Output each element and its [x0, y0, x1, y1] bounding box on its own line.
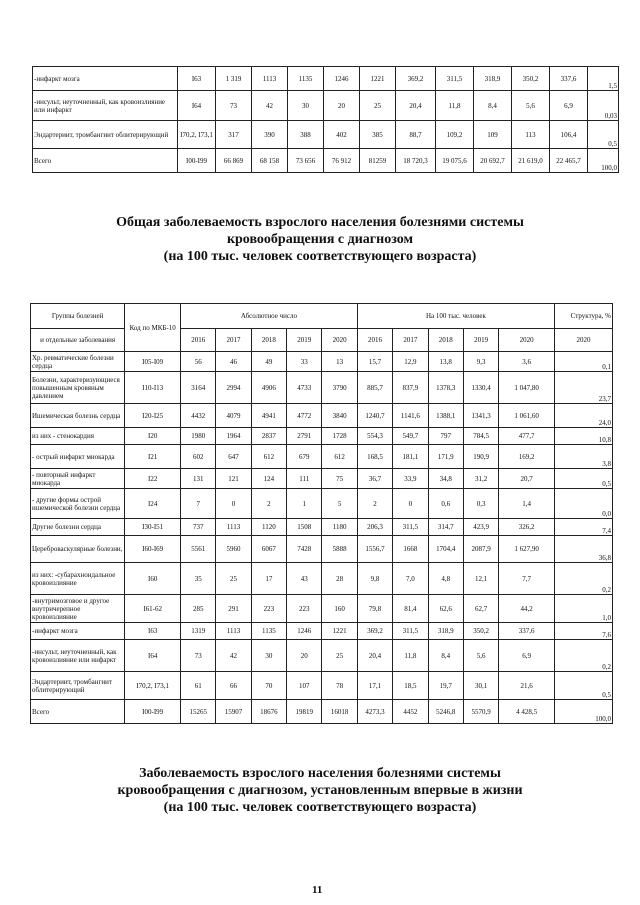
- row-code: I60: [125, 563, 181, 595]
- abs-value: 1221: [322, 623, 357, 640]
- rate-value: 350,2: [463, 623, 498, 640]
- table-row: [33, 67, 619, 91]
- abs-value: 30: [288, 91, 324, 121]
- rate-value: 1388,1: [428, 404, 463, 428]
- structure-value: 0,5: [555, 469, 613, 489]
- header-year: 2017: [216, 329, 251, 352]
- abs-value: 612: [322, 445, 357, 469]
- abs-value: 402: [324, 121, 360, 149]
- row-code: I10-I13: [125, 372, 181, 404]
- abs-value: 2: [251, 489, 286, 519]
- title-line: кровообращения с диагнозом, установленным впервые в жизни: [117, 783, 523, 798]
- abs-value: 602: [181, 445, 216, 469]
- rate-value: 22 465,7: [550, 149, 588, 173]
- row-label: - повторный инфаркт миокарда: [31, 469, 125, 489]
- abs-value: 285: [181, 595, 216, 623]
- table-row: [33, 91, 619, 121]
- rate-value: 181,1: [393, 445, 428, 469]
- rate-value: 369,2: [357, 623, 392, 640]
- abs-value: 6067: [251, 536, 286, 563]
- rate-value: 12,9: [393, 352, 428, 372]
- abs-value: 42: [252, 91, 288, 121]
- rate-value: 311,5: [393, 519, 428, 536]
- rate-value: 797: [428, 428, 463, 445]
- abs-value: 1221: [360, 67, 396, 91]
- abs-value: 35: [181, 563, 216, 595]
- abs-value: 1135: [288, 67, 324, 91]
- row-code: I63: [178, 67, 216, 91]
- rate-value: 4,8: [428, 563, 463, 595]
- structure-value: 3,8: [555, 445, 613, 469]
- rate-value: 169,2: [499, 445, 555, 469]
- abs-value: 1246: [287, 623, 322, 640]
- row-code: I70,2, I73,1: [125, 672, 181, 700]
- row-code: I70,2, I73,1: [178, 121, 216, 149]
- abs-value: 5: [322, 489, 357, 519]
- abs-value: 30: [251, 640, 286, 672]
- title-line: Заболеваемость взрослого населения болезнями системы: [139, 766, 501, 781]
- row-label: Болезни, характеризующиеся повышенным кровяным давлением: [31, 372, 125, 404]
- abs-value: 4906: [251, 372, 286, 404]
- section-title-general: [0, 214, 640, 265]
- title-line: Общая заболеваемость взрослого населения болезнями системы: [116, 215, 524, 230]
- rate-value: 190,9: [463, 445, 498, 469]
- abs-value: 13: [322, 352, 357, 372]
- header-group-sub: и отдельные заболевания: [31, 329, 125, 352]
- table-row: [31, 519, 613, 536]
- abs-value: 76 912: [324, 149, 360, 173]
- header-year: 2017: [393, 329, 428, 352]
- abs-value: 1508: [287, 519, 322, 536]
- abs-value: 5960: [216, 536, 251, 563]
- rate-value: 12,1: [463, 563, 498, 595]
- row-code: I64: [178, 91, 216, 121]
- table-row: [31, 372, 613, 404]
- table-row: [31, 489, 613, 519]
- header-year: 2016: [357, 329, 392, 352]
- abs-value: 390: [252, 121, 288, 149]
- abs-value: 160: [322, 595, 357, 623]
- rate-value: 9,8: [357, 563, 392, 595]
- rate-value: 1 047,80: [499, 372, 555, 404]
- rate-value: 326,2: [499, 519, 555, 536]
- abs-value: 111: [287, 469, 322, 489]
- header-year: 2020: [499, 329, 555, 352]
- abs-value: 1113: [252, 67, 288, 91]
- rate-value: 36,7: [357, 469, 392, 489]
- abs-value: 223: [287, 595, 322, 623]
- structure-value: 0,5: [555, 672, 613, 700]
- rate-value: 369,2: [396, 67, 436, 91]
- abs-value: 1319: [181, 623, 216, 640]
- structure-value: 0,2: [555, 640, 613, 672]
- abs-value: 7428: [287, 536, 322, 563]
- abs-value: 20: [287, 640, 322, 672]
- header-structure: Структура, %: [555, 304, 613, 329]
- rate-value: 21,6: [499, 672, 555, 700]
- header-year: 2020: [322, 329, 357, 352]
- row-code: I64: [125, 640, 181, 672]
- rate-value: 784,5: [463, 428, 498, 445]
- abs-value: 25: [216, 563, 251, 595]
- row-code: I20: [125, 428, 181, 445]
- abs-value: 3790: [322, 372, 357, 404]
- abs-value: 1728: [322, 428, 357, 445]
- structure-value: 10,8: [555, 428, 613, 445]
- structure-value: 0,03: [588, 91, 619, 121]
- abs-value: 388: [288, 121, 324, 149]
- rate-value: 5246,8: [428, 700, 463, 724]
- table-row: [31, 640, 613, 672]
- abs-value: 43: [287, 563, 322, 595]
- rate-value: 79,8: [357, 595, 392, 623]
- rate-value: 15,7: [357, 352, 392, 372]
- rate-value: 0,3: [463, 489, 498, 519]
- rate-value: 837,9: [393, 372, 428, 404]
- abs-value: 0: [216, 489, 251, 519]
- abs-value: 17: [251, 563, 286, 595]
- structure-value: 0,0: [555, 489, 613, 519]
- rate-value: 314,7: [428, 519, 463, 536]
- table-top-fragment: [32, 66, 619, 173]
- structure-value: 0,1: [555, 352, 613, 372]
- row-code: I60-I69: [125, 536, 181, 563]
- rate-value: 4452: [393, 700, 428, 724]
- header-year: 2019: [287, 329, 322, 352]
- rate-value: 1330,4: [463, 372, 498, 404]
- abs-value: 317: [216, 121, 252, 149]
- abs-value: 4733: [287, 372, 322, 404]
- structure-value: 100,0: [555, 700, 613, 724]
- abs-value: 15907: [216, 700, 251, 724]
- abs-value: 75: [322, 469, 357, 489]
- header-group: Группы болезней: [31, 304, 125, 329]
- abs-value: 49: [251, 352, 286, 372]
- rate-value: 21 619,0: [512, 149, 550, 173]
- rate-value: 337,6: [499, 623, 555, 640]
- rate-value: 5,6: [512, 91, 550, 121]
- row-code: I61-62: [125, 595, 181, 623]
- rate-value: 168,5: [357, 445, 392, 469]
- rate-value: 1704,4: [428, 536, 463, 563]
- row-code: I00-I99: [178, 149, 216, 173]
- rate-value: 4 428,5: [499, 700, 555, 724]
- table-general-morbidity: [30, 303, 613, 724]
- row-label: -внутримозговое и другое внутричерепное кровоизлияние: [31, 595, 125, 623]
- rate-value: 44,2: [499, 595, 555, 623]
- table-row: [31, 700, 613, 724]
- row-code: I30-I51: [125, 519, 181, 536]
- rate-value: 1240,7: [357, 404, 392, 428]
- rate-value: 1341,3: [463, 404, 498, 428]
- rate-value: 885,7: [357, 372, 392, 404]
- abs-value: 121: [216, 469, 251, 489]
- row-label: -инфаркт мозга: [33, 67, 178, 91]
- table-row: [31, 404, 613, 428]
- rate-value: 106,4: [550, 121, 588, 149]
- abs-value: 4941: [251, 404, 286, 428]
- abs-value: 46: [216, 352, 251, 372]
- rate-value: 5570,9: [463, 700, 498, 724]
- rate-value: 62,7: [463, 595, 498, 623]
- rate-value: 423,9: [463, 519, 498, 536]
- table-row: [31, 536, 613, 563]
- abs-value: 81259: [360, 149, 396, 173]
- title-line: (на 100 тыс. человек соответствующего возраста): [163, 249, 477, 264]
- rate-value: 3,6: [499, 352, 555, 372]
- abs-value: 131: [181, 469, 216, 489]
- abs-value: 1: [287, 489, 322, 519]
- table-row: [31, 595, 613, 623]
- structure-value: 0,5: [588, 121, 619, 149]
- abs-value: 61: [181, 672, 216, 700]
- abs-value: 56: [181, 352, 216, 372]
- row-label: Эндартериит, тромбангиит облитерирующий: [31, 672, 125, 700]
- abs-value: 18676: [251, 700, 286, 724]
- table-row: [31, 469, 613, 489]
- abs-value: 385: [360, 121, 396, 149]
- abs-value: 33: [287, 352, 322, 372]
- abs-value: 2791: [287, 428, 322, 445]
- rate-value: 1668: [393, 536, 428, 563]
- structure-value: 0,2: [555, 563, 613, 595]
- rate-value: 30,1: [463, 672, 498, 700]
- structure-value: 24,0: [555, 404, 613, 428]
- abs-value: 5561: [181, 536, 216, 563]
- abs-value: 1246: [324, 67, 360, 91]
- abs-value: 4772: [287, 404, 322, 428]
- rate-value: 18 720,3: [396, 149, 436, 173]
- rate-value: 33,9: [393, 469, 428, 489]
- rate-value: 7,0: [393, 563, 428, 595]
- table-row: [31, 672, 613, 700]
- rate-value: 8,4: [474, 91, 512, 121]
- abs-value: 73: [216, 91, 252, 121]
- rate-value: 5,6: [463, 640, 498, 672]
- row-label: Другие болезни сердца: [31, 519, 125, 536]
- abs-value: 15265: [181, 700, 216, 724]
- abs-value: 4432: [181, 404, 216, 428]
- abs-value: 5888: [322, 536, 357, 563]
- rate-value: 109,2: [436, 121, 474, 149]
- abs-value: 25: [322, 640, 357, 672]
- abs-value: 1135: [251, 623, 286, 640]
- rate-value: 350,2: [512, 67, 550, 91]
- abs-value: 679: [287, 445, 322, 469]
- rate-value: 311,5: [393, 623, 428, 640]
- rate-value: 549,7: [393, 428, 428, 445]
- abs-value: 107: [287, 672, 322, 700]
- rate-value: 62,6: [428, 595, 463, 623]
- abs-value: 1120: [251, 519, 286, 536]
- rate-value: 318,9: [428, 623, 463, 640]
- rate-value: 1 627,90: [499, 536, 555, 563]
- rate-value: 20,7: [499, 469, 555, 489]
- row-label: Всего: [33, 149, 178, 173]
- structure-value: 1,0: [555, 595, 613, 623]
- header-code: Код по МКБ-10: [125, 304, 181, 352]
- table-row: [33, 121, 619, 149]
- row-label: -инсульт, неуточненный, как кровоизлияние или инфаркт: [31, 640, 125, 672]
- rate-value: 2087,9: [463, 536, 498, 563]
- rate-value: 18,5: [393, 672, 428, 700]
- abs-value: 124: [251, 469, 286, 489]
- rate-value: 7,7: [499, 563, 555, 595]
- row-label: - другие формы острой ишемической болезни сердца: [31, 489, 125, 519]
- rate-value: 17,1: [357, 672, 392, 700]
- rate-value: 1 061,60: [499, 404, 555, 428]
- table-row: [31, 352, 613, 372]
- structure-value: 1,5: [588, 67, 619, 91]
- rate-value: 6,9: [499, 640, 555, 672]
- abs-value: 1113: [216, 519, 251, 536]
- row-label: Цереброваскулярные болезни,: [31, 536, 125, 563]
- abs-value: 66 869: [216, 149, 252, 173]
- rate-value: 113: [512, 121, 550, 149]
- abs-value: 4079: [216, 404, 251, 428]
- header-year: 2019: [463, 329, 498, 352]
- row-label: -инфаркт мозга: [31, 623, 125, 640]
- row-code: I21: [125, 445, 181, 469]
- rate-value: 1556,7: [357, 536, 392, 563]
- abs-value: 28: [322, 563, 357, 595]
- row-label: Ишемическая болезнь сердца: [31, 404, 125, 428]
- header-year: 2016: [181, 329, 216, 352]
- abs-value: 42: [216, 640, 251, 672]
- abs-value: 647: [216, 445, 251, 469]
- abs-value: 1964: [216, 428, 251, 445]
- structure-value: 7,4: [555, 519, 613, 536]
- abs-value: 19819: [287, 700, 322, 724]
- abs-value: 70: [251, 672, 286, 700]
- abs-value: 20: [324, 91, 360, 121]
- rate-value: 0: [393, 489, 428, 519]
- table-row: [31, 563, 613, 595]
- page-number: 11: [312, 884, 323, 896]
- abs-value: 3164: [181, 372, 216, 404]
- abs-value: 1 319: [216, 67, 252, 91]
- abs-value: 223: [251, 595, 286, 623]
- rate-value: 311,5: [436, 67, 474, 91]
- header-absolute: Абсолютное число: [181, 304, 358, 329]
- abs-value: 1180: [322, 519, 357, 536]
- abs-value: 25: [360, 91, 396, 121]
- rate-value: 2: [357, 489, 392, 519]
- structure-value: 36,8: [555, 536, 613, 563]
- rate-value: 20,4: [396, 91, 436, 121]
- abs-value: 78: [322, 672, 357, 700]
- rate-value: 19 075,6: [436, 149, 474, 173]
- abs-value: 1980: [181, 428, 216, 445]
- table-row: [33, 149, 619, 173]
- rate-value: 20 692,7: [474, 149, 512, 173]
- row-label: -инсульт, неуточненный, как кровоизлияние или инфаркт: [33, 91, 178, 121]
- rate-value: 337,6: [550, 67, 588, 91]
- rate-value: 13,8: [428, 352, 463, 372]
- rate-value: 20,4: [357, 640, 392, 672]
- rate-value: 1378,3: [428, 372, 463, 404]
- rate-value: 19,7: [428, 672, 463, 700]
- header-year: 2018: [428, 329, 463, 352]
- row-code: I20-I25: [125, 404, 181, 428]
- rate-value: 88,7: [396, 121, 436, 149]
- rate-value: 81,4: [393, 595, 428, 623]
- rate-value: 34,8: [428, 469, 463, 489]
- rate-value: 0,6: [428, 489, 463, 519]
- abs-value: 612: [251, 445, 286, 469]
- rate-value: 206,3: [357, 519, 392, 536]
- row-label: Всего: [31, 700, 125, 724]
- section-title-new-cases: [0, 765, 640, 816]
- row-code: I05-I09: [125, 352, 181, 372]
- abs-value: 7: [181, 489, 216, 519]
- rate-value: 11,8: [393, 640, 428, 672]
- header-year: 2018: [251, 329, 286, 352]
- abs-value: 66: [216, 672, 251, 700]
- rate-value: 171,9: [428, 445, 463, 469]
- rate-value: 4273,3: [357, 700, 392, 724]
- rate-value: 1141,6: [393, 404, 428, 428]
- row-label: - острый инфаркт миокарда: [31, 445, 125, 469]
- structure-value: 23,7: [555, 372, 613, 404]
- abs-value: 16018: [322, 700, 357, 724]
- rate-value: 11,8: [436, 91, 474, 121]
- abs-value: 2994: [216, 372, 251, 404]
- abs-value: 2837: [251, 428, 286, 445]
- rate-value: 318,9: [474, 67, 512, 91]
- abs-value: 73: [181, 640, 216, 672]
- abs-value: 1113: [216, 623, 251, 640]
- table-row: [31, 428, 613, 445]
- title-line: (на 100 тыс. человек соответствующего возраста): [163, 800, 477, 815]
- rate-value: 8,4: [428, 640, 463, 672]
- row-code: I24: [125, 489, 181, 519]
- row-label: Хр. ревматические болезни сердца: [31, 352, 125, 372]
- rate-value: 554,3: [357, 428, 392, 445]
- row-code: I22: [125, 469, 181, 489]
- rate-value: 6,9: [550, 91, 588, 121]
- abs-value: 73 656: [288, 149, 324, 173]
- rate-value: 31,2: [463, 469, 498, 489]
- abs-value: 737: [181, 519, 216, 536]
- title-line: кровообращения с диагнозом: [226, 232, 414, 247]
- header-per-100k: На 100 тыс. человек: [357, 304, 554, 329]
- table-row: [31, 445, 613, 469]
- structure-value: 100,0: [588, 149, 619, 173]
- row-code: I00-I99: [125, 700, 181, 724]
- row-label: из них - стенокардия: [31, 428, 125, 445]
- rate-value: 477,7: [499, 428, 555, 445]
- abs-value: 291: [216, 595, 251, 623]
- rate-value: 1,4: [499, 489, 555, 519]
- table-row: [31, 623, 613, 640]
- rate-value: 109: [474, 121, 512, 149]
- header-structure-year: 2020: [555, 329, 613, 352]
- row-label: Эндартериит, тромбангиит облитерирующий: [33, 121, 178, 149]
- rate-value: 9,3: [463, 352, 498, 372]
- row-code: I63: [125, 623, 181, 640]
- abs-value: 3840: [322, 404, 357, 428]
- structure-value: 7,6: [555, 623, 613, 640]
- abs-value: 68 158: [252, 149, 288, 173]
- row-label: из них: -субарахноидальное кровоизлияние: [31, 563, 125, 595]
